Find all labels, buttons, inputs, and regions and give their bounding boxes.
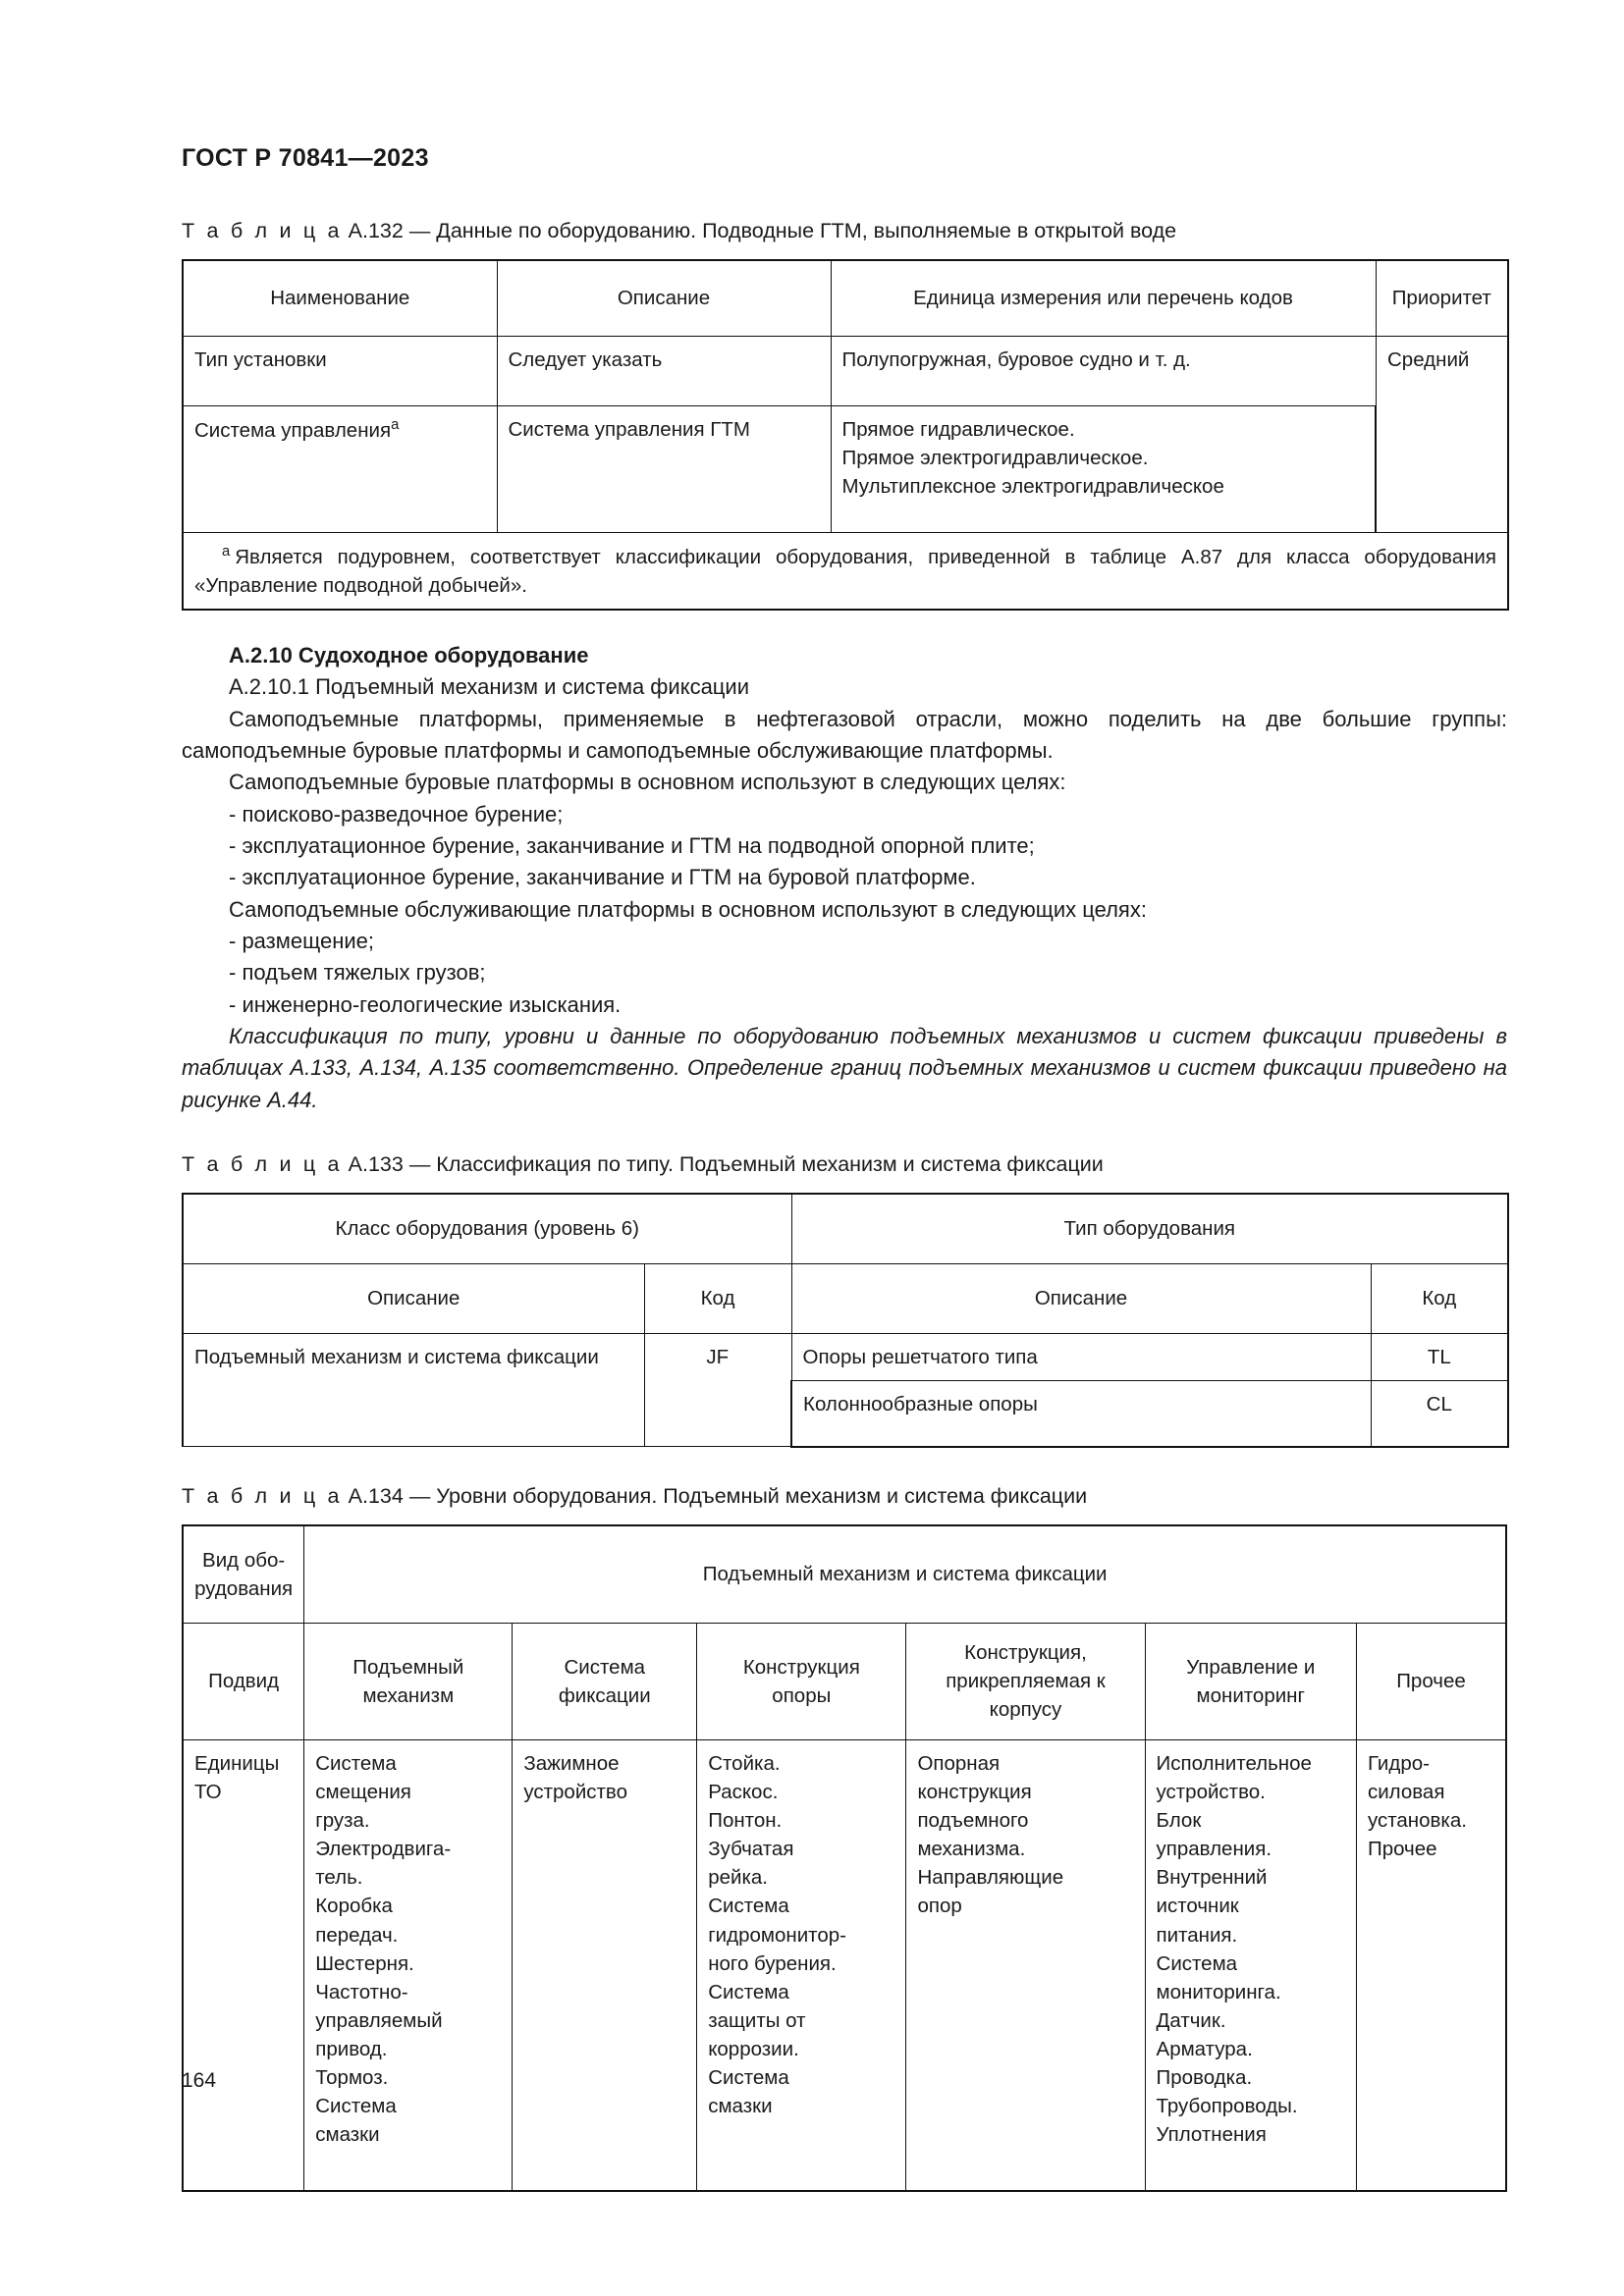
table-133-class-code: JF	[644, 1333, 791, 1447]
table-132-r2-name-text: Система управления	[194, 418, 392, 442]
list-item: - эксплуатационное бурение, заканчивание и ГТМ на подводной опорной плите;	[229, 832, 1035, 858]
table-134-col-other	[1356, 1623, 1506, 1739]
table-134-cell-kind	[183, 1739, 304, 2191]
cell-line: груза.	[315, 1809, 370, 1833]
subheader-line: Прочее	[1396, 1670, 1466, 1693]
table-132-footnote-row	[183, 532, 1508, 610]
table-132-header-row	[183, 260, 1508, 337]
cell-line: Датчик.	[1156, 2008, 1226, 2032]
corner-header-line: рудования	[194, 1576, 294, 1600]
cell-line: защиты от	[708, 2008, 806, 2032]
footnote-reference: a	[391, 416, 400, 433]
cell-line: Единицы	[194, 1751, 280, 1775]
footnote-text: Является подуровнем, соответствует классификации оборудования, приведенной в таблице А.87 для класса оборудования «Управление подводной добычей».	[194, 545, 1496, 597]
table-134-col-leg	[697, 1623, 906, 1739]
unit-line: Мультиплексное электрогидравлическое	[841, 475, 1224, 499]
table-134-corner-header	[183, 1525, 304, 1624]
section-paragraph-1: Самоподъемные платформы, применяемые в нефтегазовой отрасли, можно поделить на две большие группы: самоподъемные буровые платформы и самоподъемные обслуживающие платформы.	[182, 706, 1507, 763]
cell-line: управляемый	[315, 2008, 443, 2032]
cell-line: питания.	[1156, 1923, 1238, 1947]
cell-line: Тормоз.	[315, 2066, 389, 2090]
list-item: - размещение;	[229, 928, 374, 953]
cell-line: Трубопроводы.	[1156, 2095, 1298, 2118]
cell-line: передач.	[315, 1923, 399, 1947]
list-item: - поисково-разведочное бурение;	[229, 801, 564, 827]
table-133-class-desc: Подъемный механизм и система фиксации	[183, 1333, 644, 1447]
cell-line: Гидро-	[1367, 1751, 1430, 1775]
unit-line: Прямое электрогидравлическое.	[841, 447, 1149, 470]
subheader-line: прикрепляемая к	[946, 1670, 1106, 1693]
section-title: А.2.10 Судоходное оборудование	[229, 642, 589, 667]
unit-line: Прямое гидравлическое.	[841, 417, 1075, 441]
cell-line: Система	[708, 1895, 789, 1918]
table-134-col-control	[1145, 1623, 1356, 1739]
table-134-cell-hoist	[304, 1739, 513, 2191]
table-134-cell-leg	[697, 1739, 906, 2191]
page-number: 164	[182, 2069, 217, 2092]
cell-line: Система	[708, 2066, 789, 2090]
table-133-type-desc: Опоры решетчатого типа	[791, 1333, 1371, 1380]
table-134	[182, 1524, 1507, 2192]
table-134-top-header-row	[183, 1525, 1506, 1624]
table-132-caption	[182, 218, 1507, 245]
table-132-r1-unit: Полупогружная, буровое судно и т. д.	[831, 336, 1376, 405]
table-133-subheader-row	[183, 1263, 1508, 1333]
table-134-cell-control	[1145, 1739, 1356, 2191]
cell-line: Система	[315, 1751, 397, 1775]
table-133-caption-label: Т а б л и ц а	[182, 1151, 343, 1176]
section-italic-paragraph: Классификация по типу, уровни и данные по оборудованию подъемных механизмов и систем фиксации приведены в таблицах А.133, А.134, А.135 соответственно. Определение границ подъемных механизмов и систем фиксации приведено на рисунке А.44.	[182, 1023, 1507, 1112]
cell-line: Раскос.	[708, 1781, 779, 1803]
cell-line: Опорная	[917, 1751, 1001, 1775]
table-132-r2-unit	[831, 405, 1376, 532]
list-item: - инженерно-геологические изыскания.	[229, 991, 622, 1017]
table-132	[182, 259, 1509, 611]
table-134-cell-fixation	[513, 1739, 697, 2191]
cell-line: Внутренний	[1156, 1866, 1268, 1890]
table-132-r2-name	[183, 405, 497, 532]
table-133-type-code: CL	[1371, 1380, 1508, 1447]
table-132-caption-text: А.132 — Данные по оборудованию. Подводные ГТМ, выполняемые в открытой воде	[348, 219, 1177, 242]
cell-line: смещения	[315, 1781, 411, 1803]
cell-line: Исполнительное	[1156, 1751, 1312, 1775]
table-134-col-subkind	[183, 1623, 304, 1739]
corner-header-line: Вид обо-	[202, 1548, 286, 1572]
cell-line: Система	[708, 1980, 789, 2003]
table-134-col-hoist	[304, 1623, 513, 1739]
cell-line: гидромонитор-	[708, 1923, 846, 1947]
table-134-span-header: Подъемный механизм и система фиксации	[304, 1525, 1506, 1624]
subheader-line: Конструкция	[742, 1655, 860, 1679]
table-134-col-hull	[906, 1623, 1145, 1739]
table-133-group-class: Класс оборудования (уровень 6)	[183, 1194, 791, 1264]
subheader-line: механизм	[362, 1683, 455, 1707]
table-row	[183, 336, 1508, 405]
subheader-line: Управление и	[1186, 1655, 1316, 1679]
subheader-line: Система	[564, 1655, 646, 1679]
list-item: - эксплуатационное бурение, заканчивание и ГТМ на буровой платформе.	[229, 865, 976, 890]
table-132-priority-value: Средний	[1376, 336, 1508, 532]
table-132-col-unit: Единица измерения или перечень кодов	[831, 260, 1376, 337]
table-134-cell-other	[1356, 1739, 1506, 2191]
page-header-standard-id: ГОСТ Р 70841—2023	[182, 144, 429, 172]
table-133-group-header-row	[183, 1194, 1508, 1264]
cell-line: опор	[917, 1895, 962, 1918]
cell-line: Арматура.	[1156, 2037, 1253, 2060]
cell-line: Электродвига-	[315, 1838, 452, 1861]
cell-line: смазки	[708, 2095, 773, 2118]
table-134-caption	[182, 1483, 1507, 1511]
table-133-col-type-code: Код	[1371, 1263, 1508, 1333]
table-row	[183, 405, 1508, 532]
cell-line: механизма.	[917, 1838, 1026, 1861]
cell-line: Частотно-	[315, 1980, 408, 2003]
subheader-line: Подвид	[208, 1670, 280, 1693]
table-134-subheader-row	[183, 1623, 1506, 1739]
table-134-caption-label: Т а б л и ц а	[182, 1483, 343, 1508]
table-134-cell-hull	[906, 1739, 1145, 2191]
cell-line: Стойка.	[708, 1751, 781, 1775]
cell-line: источник	[1156, 1895, 1239, 1918]
table-row	[183, 1739, 1506, 2191]
cell-line: Система	[1156, 1951, 1238, 1975]
table-row	[183, 1333, 1508, 1380]
cell-line: силовая	[1367, 1781, 1445, 1803]
table-133	[182, 1193, 1509, 1448]
table-133-col-class-code: Код	[644, 1263, 791, 1333]
cell-line: ного бурения.	[708, 1951, 837, 1975]
table-132-caption-label: Т а б л и ц а	[182, 219, 343, 242]
cell-line: Направляющие	[917, 1866, 1064, 1890]
table-133-type-desc: Колоннообразные опоры	[791, 1380, 1371, 1447]
table-132-col-description: Описание	[497, 260, 831, 337]
table-133-col-class-desc: Описание	[183, 1263, 644, 1333]
cell-line: ТО	[194, 1781, 222, 1803]
cell-line: Зубчатая	[708, 1838, 794, 1861]
subheader-line: корпусу	[989, 1698, 1062, 1722]
cell-line: привод.	[315, 2037, 388, 2060]
cell-line: Прочее	[1367, 1838, 1437, 1861]
table-132-r1-description: Следует указать	[497, 336, 831, 405]
cell-line: управления.	[1156, 1838, 1272, 1861]
list-item: - подъем тяжелых грузов;	[229, 960, 486, 986]
cell-line: конструкция	[917, 1781, 1032, 1803]
cell-line: Зажимное	[523, 1751, 620, 1775]
cell-line: устройство	[523, 1781, 627, 1803]
table-132-col-priority: Приоритет	[1376, 260, 1508, 337]
subheader-line: опоры	[772, 1683, 832, 1707]
cell-line: Понтон.	[708, 1809, 783, 1833]
table-134-caption-text: А.134 — Уровни оборудования. Подъемный механизм и система фиксации	[348, 1483, 1088, 1508]
cell-line: подъемного	[917, 1809, 1029, 1833]
document-content	[182, 218, 1507, 2192]
cell-line: Блок	[1156, 1809, 1202, 1833]
table-133-caption	[182, 1151, 1507, 1179]
table-133-type-code: TL	[1371, 1333, 1508, 1380]
subheader-line: Подъемный	[352, 1655, 464, 1679]
cell-line: установка.	[1367, 1809, 1467, 1833]
table-133-group-type: Тип оборудования	[791, 1194, 1508, 1264]
subheader-line: фиксации	[558, 1683, 651, 1707]
table-133-caption-text: А.133 — Классификация по типу. Подъемный механизм и система фиксации	[348, 1151, 1104, 1176]
table-132-footnote	[183, 532, 1508, 610]
cell-line: Система	[315, 2095, 397, 2118]
cell-line: Уплотнения	[1156, 2123, 1267, 2147]
section-paragraph-3: Самоподъемные обслуживающие платформы в основном используют в следующих целях:	[229, 896, 1147, 922]
footnote-marker: a	[222, 543, 231, 560]
cell-line: коррозии.	[708, 2037, 799, 2060]
table-134-col-fixation	[513, 1623, 697, 1739]
cell-line: тель.	[315, 1866, 363, 1890]
cell-line: рейка.	[708, 1866, 768, 1890]
table-133-col-type-desc: Описание	[791, 1263, 1371, 1333]
cell-line: Коробка	[315, 1895, 393, 1918]
cell-line: мониторинга.	[1156, 1980, 1281, 2003]
cell-line: смазки	[315, 2123, 380, 2147]
table-132-r2-description: Система управления ГТМ	[497, 405, 831, 532]
table-132-r1-name: Тип установки	[183, 336, 497, 405]
section-subtitle: А.2.10.1 Подъемный механизм и система фиксации	[229, 674, 749, 700]
subheader-line: мониторинг	[1196, 1683, 1305, 1707]
section-paragraph-2: Самоподъемные буровые платформы в основном используют в следующих целях:	[229, 770, 1066, 795]
cell-line: Проводка.	[1156, 2066, 1253, 2090]
section-a210	[182, 640, 1507, 1116]
cell-line: устройство.	[1156, 1781, 1266, 1803]
cell-line: Шестерня.	[315, 1951, 414, 1975]
table-132-col-name: Наименование	[183, 260, 497, 337]
subheader-line: Конструкция,	[964, 1641, 1087, 1665]
